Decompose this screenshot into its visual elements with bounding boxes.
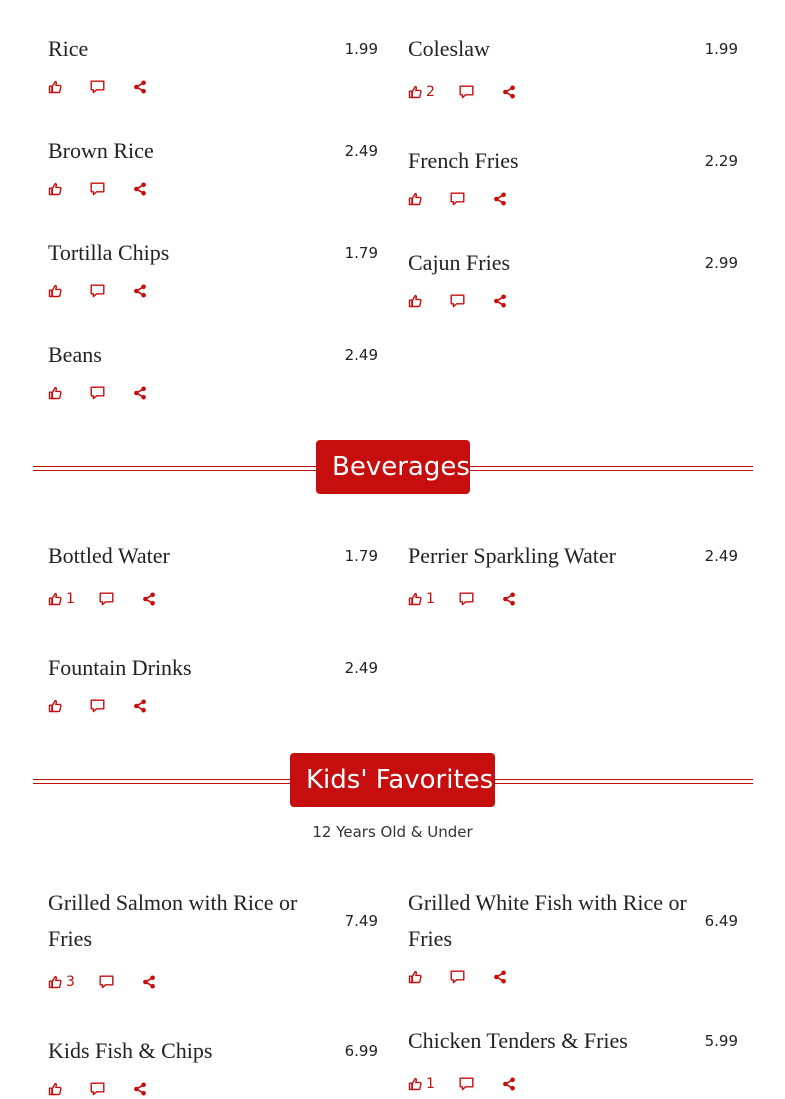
comment-icon	[459, 85, 474, 99]
item-name: Rice	[48, 36, 89, 61]
like-button[interactable]	[408, 1076, 435, 1092]
comment-button[interactable]	[90, 386, 105, 400]
thumbs-up-icon	[408, 970, 422, 984]
item-name: Tortilla Chips	[48, 240, 170, 265]
like-button[interactable]	[408, 192, 422, 206]
item-actions	[48, 179, 147, 199]
share-button[interactable]	[502, 85, 516, 99]
share-button[interactable]	[493, 294, 507, 308]
share-icon	[133, 699, 147, 713]
like-count: 2	[426, 84, 435, 100]
item-price: 1.79	[344, 547, 378, 565]
item-name: French Fries	[408, 148, 519, 173]
item-actions	[48, 1079, 147, 1099]
share-button[interactable]	[133, 284, 147, 298]
item-name: Grilled White Fish with Rice or Fries	[408, 890, 687, 951]
comment-button[interactable]	[450, 294, 465, 308]
item-actions	[408, 291, 507, 311]
comment-icon	[90, 80, 105, 94]
item-price: 2.49	[344, 142, 378, 160]
like-button[interactable]	[48, 591, 75, 607]
item-price: 6.49	[704, 912, 738, 930]
share-button[interactable]	[133, 386, 147, 400]
item-name: Cajun Fries	[408, 250, 511, 275]
like-button[interactable]	[48, 284, 62, 298]
comment-icon	[90, 699, 105, 713]
item-actions	[48, 696, 147, 716]
thumbs-up-icon	[408, 592, 422, 606]
share-button[interactable]	[133, 1082, 147, 1096]
item-name: Brown Rice	[48, 138, 154, 163]
comment-button[interactable]	[99, 592, 114, 606]
item-actions	[48, 589, 156, 609]
menu-item-tortilla-chips	[48, 235, 378, 271]
share-button[interactable]	[502, 592, 516, 606]
share-icon	[133, 80, 147, 94]
item-price: 1.79	[344, 244, 378, 262]
share-button[interactable]	[142, 592, 156, 606]
comment-icon	[90, 1082, 105, 1096]
item-name: Bottled Water	[48, 543, 170, 568]
like-button[interactable]	[408, 591, 435, 607]
item-price: 5.99	[704, 1032, 738, 1050]
comment-icon	[90, 182, 105, 196]
comment-icon	[99, 592, 114, 606]
share-icon	[142, 975, 156, 989]
thumbs-up-icon	[48, 699, 62, 713]
item-price: 2.49	[704, 547, 738, 565]
thumbs-up-icon	[408, 192, 422, 206]
menu-item-fountain-drinks	[48, 650, 378, 686]
comment-icon	[99, 975, 114, 989]
comment-button[interactable]	[450, 192, 465, 206]
comment-button[interactable]	[90, 699, 105, 713]
like-count: 3	[66, 974, 75, 990]
share-button[interactable]	[133, 699, 147, 713]
share-icon	[493, 970, 507, 984]
menu-item-brown-rice	[48, 133, 378, 169]
item-name: Perrier Sparkling Water	[408, 543, 616, 568]
comment-button[interactable]	[459, 85, 474, 99]
comment-icon	[450, 970, 465, 984]
menu-item-chicken-tenders	[408, 1023, 738, 1092]
share-button[interactable]	[133, 80, 147, 94]
item-price: 6.99	[344, 1042, 378, 1060]
like-count: 1	[426, 591, 435, 607]
menu-item-beans	[48, 337, 378, 373]
thumbs-up-icon	[48, 1082, 62, 1096]
comment-icon	[90, 386, 105, 400]
comment-icon	[459, 592, 474, 606]
item-name: Fountain Drinks	[48, 655, 192, 680]
item-actions	[408, 189, 507, 209]
item-actions	[48, 383, 147, 403]
section-subtitle: 12 Years Old & Under	[312, 823, 473, 841]
share-button[interactable]	[493, 970, 507, 984]
comment-button[interactable]	[90, 80, 105, 94]
share-button[interactable]	[133, 182, 147, 196]
share-icon	[493, 192, 507, 206]
share-icon	[493, 294, 507, 308]
thumbs-up-icon	[48, 80, 62, 94]
menu-item-rice	[48, 31, 378, 67]
item-actions	[48, 972, 156, 992]
item-actions	[408, 967, 507, 987]
thumbs-up-icon	[408, 85, 422, 99]
share-button[interactable]	[142, 975, 156, 989]
comment-button[interactable]	[99, 975, 114, 989]
item-actions	[48, 77, 147, 97]
menu-item-grilled-salmon	[48, 885, 378, 990]
comment-button[interactable]	[90, 182, 105, 196]
share-icon	[133, 1082, 147, 1096]
item-actions	[408, 589, 516, 609]
item-price: 1.99	[344, 40, 378, 58]
like-button[interactable]	[408, 294, 422, 308]
section-title-kids: Kids' Favorites	[290, 753, 495, 807]
share-icon	[502, 85, 516, 99]
item-price: 7.49	[344, 912, 378, 930]
thumbs-up-icon	[48, 592, 62, 606]
comment-button[interactable]	[90, 284, 105, 298]
item-name: Grilled Salmon with Rice or Fries	[48, 890, 298, 951]
like-button[interactable]	[48, 974, 75, 990]
menu-item-perrier	[408, 538, 738, 607]
section-title-beverages: Beverages	[316, 440, 470, 494]
thumbs-up-icon	[48, 284, 62, 298]
like-button[interactable]	[408, 970, 422, 984]
comment-icon	[450, 192, 465, 206]
item-price: 2.49	[344, 346, 378, 364]
comment-button[interactable]	[459, 592, 474, 606]
thumbs-up-icon	[48, 386, 62, 400]
share-icon	[133, 284, 147, 298]
menu-item-french-fries	[408, 143, 738, 179]
thumbs-up-icon	[408, 294, 422, 308]
menu-item-cajun-fries	[408, 245, 738, 281]
comment-button[interactable]	[450, 970, 465, 984]
item-actions	[48, 281, 147, 301]
item-price: 2.49	[344, 659, 378, 677]
thumbs-up-icon	[48, 182, 62, 196]
item-name: Kids Fish & Chips	[48, 1038, 213, 1063]
like-button[interactable]	[408, 84, 435, 100]
like-button[interactable]	[48, 182, 62, 196]
comment-icon	[90, 284, 105, 298]
like-button[interactable]	[48, 699, 62, 713]
menu-item-bottled-water	[48, 538, 378, 607]
item-price: 1.99	[704, 40, 738, 58]
like-button[interactable]	[48, 386, 62, 400]
item-price: 2.29	[704, 152, 738, 170]
like-button[interactable]	[48, 1082, 62, 1096]
menu-item-kids-fish-chips	[48, 1033, 378, 1069]
menu-item-grilled-white-fish	[408, 885, 738, 957]
share-icon	[142, 592, 156, 606]
share-icon	[133, 182, 147, 196]
share-icon	[133, 386, 147, 400]
share-button[interactable]	[493, 192, 507, 206]
item-name: Chicken Tenders & Fries	[408, 1028, 628, 1053]
item-name: Coleslaw	[408, 36, 490, 61]
menu-item-coleslaw	[408, 31, 738, 100]
like-button[interactable]	[48, 80, 62, 94]
item-price: 2.99	[704, 254, 738, 272]
like-count: 1	[426, 1076, 435, 1092]
comment-button[interactable]	[90, 1082, 105, 1096]
item-actions	[408, 1074, 516, 1094]
like-count: 1	[66, 591, 75, 607]
item-name: Beans	[48, 342, 102, 367]
comment-icon	[450, 294, 465, 308]
share-icon	[502, 592, 516, 606]
thumbs-up-icon	[48, 975, 62, 989]
item-actions	[408, 82, 516, 102]
